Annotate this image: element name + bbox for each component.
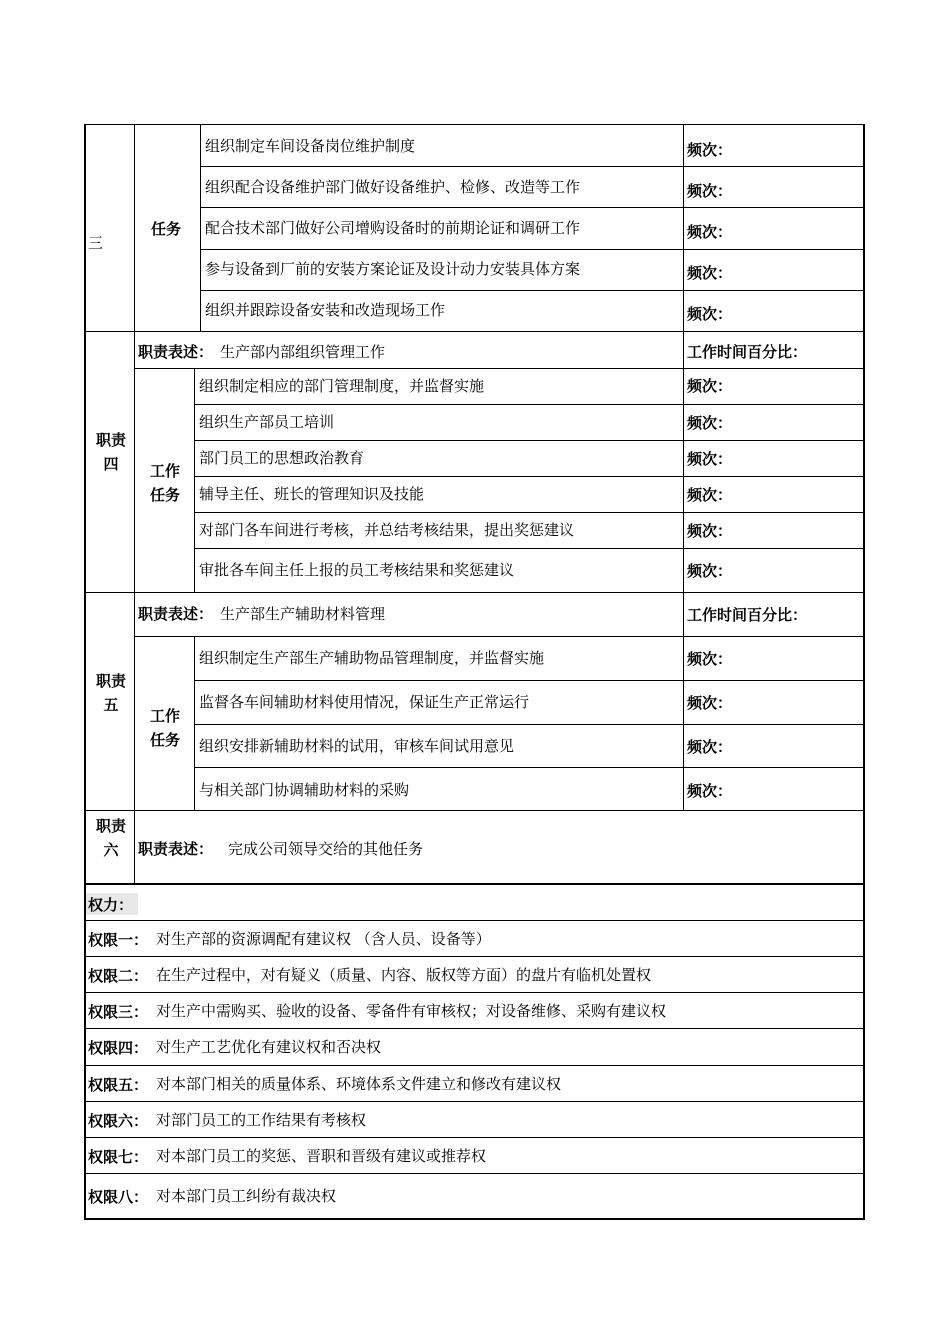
duty-label: 职责五 bbox=[95, 672, 126, 714]
authority-label: 权限八： bbox=[88, 1188, 149, 1206]
frequency-label: 频次： bbox=[687, 377, 733, 395]
frequency-label: 频次： bbox=[687, 264, 733, 282]
frequency-label: 频次： bbox=[687, 223, 733, 241]
duty-label: 职责六 bbox=[95, 817, 126, 859]
tasks-label: 任务 bbox=[151, 220, 182, 238]
authority-label: 权限六： bbox=[88, 1112, 149, 1130]
authority-label: 权限五： bbox=[88, 1076, 149, 1094]
frequency-label: 频次： bbox=[687, 694, 733, 712]
duty-desc-label: 职责表述： bbox=[138, 343, 214, 361]
duty-desc-label: 职责表述： bbox=[138, 840, 214, 858]
frequency-label: 频次： bbox=[687, 738, 733, 756]
frequency-label: 频次： bbox=[687, 562, 733, 580]
task-text: 与相关部门协调辅助材料的采购 bbox=[199, 781, 410, 799]
duty-label: 职责四 bbox=[95, 431, 126, 473]
authority-text: 对生产中需购买、验收的设备、零备件有审核权；对设备维修、采购有建议权 bbox=[156, 1002, 667, 1020]
work-tasks-label: 工作任务 bbox=[149, 462, 180, 504]
task-text: 审批各车间主任上报的员工考核结果和奖惩建议 bbox=[199, 561, 515, 579]
section-number: 三 bbox=[88, 234, 104, 252]
authority-label: 权限二： bbox=[88, 967, 149, 985]
frequency-label: 频次： bbox=[687, 414, 733, 432]
frequency-label: 频次： bbox=[687, 522, 733, 540]
authority-title: 权力： bbox=[88, 896, 134, 914]
authority-text: 对部门员工的工作结果有考核权 bbox=[156, 1111, 367, 1129]
frequency-label: 频次： bbox=[687, 141, 733, 159]
work-tasks-label: 工作任务 bbox=[149, 707, 180, 749]
task-text: 组织制定生产部生产辅助物品管理制度，并监督实施 bbox=[199, 649, 545, 667]
work-time-percent-label: 工作时间百分比： bbox=[687, 343, 808, 361]
frequency-label: 频次： bbox=[687, 486, 733, 504]
work-time-percent-label: 工作时间百分比： bbox=[687, 606, 808, 624]
duty-desc-text: 生产部内部组织管理工作 bbox=[220, 343, 386, 361]
authority-text: 对本部门员工的奖惩、晋职和晋级有建议或推荐权 bbox=[156, 1147, 487, 1165]
task-text: 配合技术部门做好公司增购设备时的前期论证和调研工作 bbox=[205, 219, 581, 237]
duty-desc-label: 职责表述： bbox=[138, 605, 214, 623]
task-text: 辅导主任、班长的管理知识及技能 bbox=[199, 485, 425, 503]
frequency-label: 频次： bbox=[687, 182, 733, 200]
frequency-label: 频次： bbox=[687, 305, 733, 323]
task-text: 组织生产部员工培训 bbox=[199, 413, 335, 431]
frequency-label: 频次： bbox=[687, 650, 733, 668]
task-text: 对部门各车间进行考核，并总结考核结果，提出奖惩建议 bbox=[199, 521, 575, 539]
task-text: 组织制定车间设备岗位维护制度 bbox=[205, 137, 416, 155]
task-text: 组织安排新辅助材料的试用，审核车间试用意见 bbox=[199, 737, 515, 755]
task-text: 参与设备到厂前的安装方案论证及设计动力安装具体方案 bbox=[205, 260, 581, 278]
task-text: 组织制定相应的部门管理制度，并监督实施 bbox=[199, 377, 485, 395]
frequency-label: 频次： bbox=[687, 782, 733, 800]
authority-text: 在生产过程中，对有疑义（质量、内容、版权等方面）的盘片有临机处置权 bbox=[156, 966, 652, 984]
authority-label: 权限一： bbox=[88, 931, 149, 949]
authority-text: 对本部门员工纠纷有裁决权 bbox=[156, 1187, 337, 1205]
task-text: 组织并跟踪设备安装和改造现场工作 bbox=[205, 301, 446, 319]
duty-desc-text: 完成公司领导交给的其他任务 bbox=[228, 840, 424, 858]
authority-text: 对生产工艺优化有建议权和否决权 bbox=[156, 1038, 382, 1056]
task-text: 组织配合设备维护部门做好设备维护、检修、改造等工作 bbox=[205, 178, 581, 196]
authority-label: 权限三： bbox=[88, 1003, 149, 1021]
authority-text: 对本部门相关的质量体系、环境体系文件建立和修改有建议权 bbox=[156, 1075, 562, 1093]
authority-label: 权限七： bbox=[88, 1148, 149, 1166]
task-text: 监督各车间辅助材料使用情况，保证生产正常运行 bbox=[199, 693, 530, 711]
duty-desc-text: 生产部生产辅助材料管理 bbox=[220, 605, 386, 623]
authority-text: 对生产部的资源调配有建议权 （含人员、设备等） bbox=[156, 930, 491, 948]
authority-label: 权限四： bbox=[88, 1039, 149, 1057]
frequency-label: 频次： bbox=[687, 450, 733, 468]
task-text: 部门员工的思想政治教育 bbox=[199, 449, 365, 467]
